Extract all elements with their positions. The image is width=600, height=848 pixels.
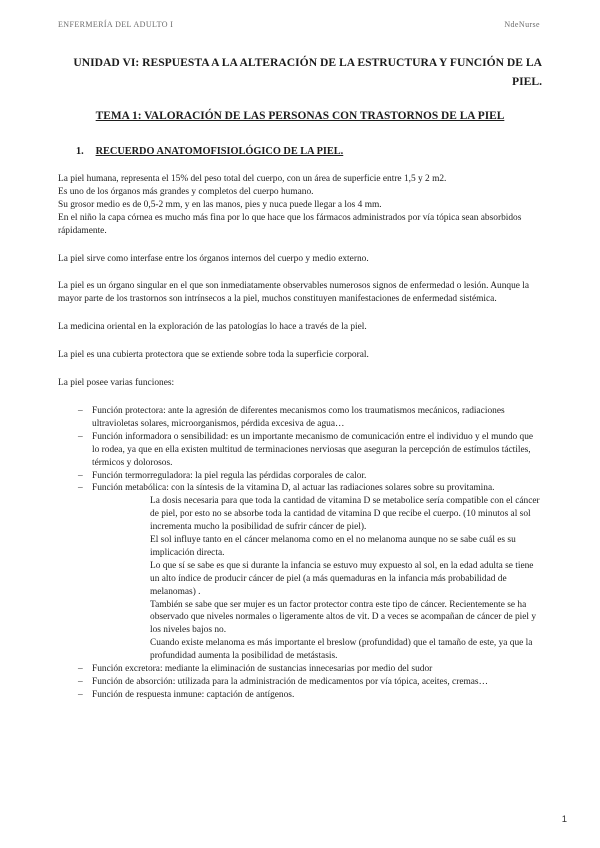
paragraph-interface: La piel sirve como interfase entre los órganos internos del cuerpo y medio externo.	[58, 253, 369, 264]
list-item	[58, 482, 542, 663]
vitamin-d-note: La dosis necesaria para que toda la cantidad de vitamina D se metabolice sería compatible con el cáncer de piel, por esto no se absorbe toda la cantidad de vitamina D que recibe el cuerpo. (10 minutos al sol incrementa mucho la posibilidad de sufrir cáncer de piel).	[150, 496, 540, 533]
dash-bullet: –	[78, 689, 83, 700]
dash-bullet: –	[78, 664, 83, 675]
skin-fact-line: Es uno de los órganos más grandes y completos del cuerpo humano.	[58, 186, 314, 197]
paragraph-oriental-medicine: La medicina oriental en la exploración de las patologías lo hace a través de la piel.	[58, 322, 367, 333]
function-text: Función termorreguladora: la piel regula las pérdidas corporales de calor.	[92, 470, 367, 481]
list-item	[58, 405, 542, 431]
dash-bullet: –	[78, 405, 83, 416]
function-text: Función de respuesta inmune: captación de antígenos.	[92, 689, 295, 700]
functions-intro: La piel posee varias funciones:	[58, 378, 175, 389]
running-header-course: ENFERMERÍA DEL ADULTO I	[58, 20, 174, 29]
list-item	[58, 663, 542, 676]
vitamin-d-note: También se sabe que ser mujer es un factor protector contra este tipo de cáncer. Recientemente se ha observado que niveles normales o ligeramente altos de vit. D a veces se acompañan de cáncer de piel y los niveles bajos no.	[150, 599, 537, 636]
skin-fact-line: La piel humana, representa el 15% del peso total del cuerpo, con un área de superficie entre 1,5 y 2 m2.	[58, 174, 447, 184]
function-text: Función protectora: ante la agresión de diferentes mecanismos como los traumatismos mecánicos, radiaciones ultravioletas solares, microorganismos, pérdida excesiva de agua…	[92, 405, 505, 429]
unit-title: UNIDAD VI: RESPUESTA A LA ALTERACIÓN DE LA ESTRUCTURA Y FUNCIÓN DE LA PIEL.	[73, 56, 542, 88]
paragraph-protective-cover: La piel es una cubierta protectora que se extiende sobre toda la superficie corporal.	[58, 350, 369, 361]
paragraph-organ: La piel es un órgano singular en el que son inmediatamente observables numerosos signos de enfermedad o lesión. Aunque la mayor parte de los trastornos son intrínsecos a la piel, muchos constituyen manifestaciones de enfermedad sistémica.	[58, 281, 530, 305]
function-text: Función informadora o sensibilidad: es un importante mecanismo de comunicación entre el individuo y el mundo que lo rodea, ya que en ella existen multitud de terminaciones nerviosas que aseguran la percepción de estímulos táctiles, térmicos y dolorosos.	[92, 431, 534, 468]
skin-fact-line: Su grosor medio es de 0,5-2 mm, y en las manos, pies y nuca puede llegar a los 4 mm.	[58, 199, 382, 210]
page-number: 1	[561, 814, 567, 825]
dash-bullet: –	[78, 470, 83, 481]
list-item	[58, 676, 542, 689]
vitamin-d-note: El sol influye tanto en el cáncer melanoma como en el no melanoma aunque no se sabe cuál es su implicación directa.	[150, 535, 516, 558]
dash-bullet: –	[78, 431, 83, 442]
paragraph-skin-facts	[58, 173, 542, 238]
vitamin-d-note: Lo que sí se sabe es que si durante la infancia se estuvo muy expuesto al sol, en la edad adulta se tiene un alto índice de producir cáncer de piel (a más quemaduras en la infancia más probabilidad de melanomas) .	[150, 560, 534, 597]
skin-fact-line: En el niño la capa córnea es mucho más fina por lo que hace que los fármacos administrados por vía tópica sean absorbidos rápidamente.	[58, 212, 522, 236]
dash-bullet: –	[78, 677, 83, 687]
function-text: Función de absorción: utilizada para la administración de medicamentos por vía tópica, aceites, cremas…	[92, 677, 488, 687]
vitamin-d-notes	[92, 495, 542, 663]
function-text: Función excretora: mediante la eliminación de sustancias innecesarias por medio del sudor	[92, 664, 433, 675]
section-number: 1.	[76, 146, 84, 157]
document-body	[58, 173, 542, 702]
list-item	[58, 431, 542, 470]
vitamin-d-note: Cuando existe melanoma es más importante el breslow (profundidad) que el tamaño de este, ya que la profundidad aumenta la posibilidad de metástasis.	[150, 638, 533, 662]
functions-list	[58, 405, 542, 702]
list-item	[58, 689, 542, 702]
running-header-author: NdeNurse	[504, 20, 540, 29]
function-text: Función metabólica: con la síntesis de la vitamina D, al actuar las radiaciones solares sobre su provitamina.	[92, 483, 495, 494]
section-title-text: RECUERDO ANATOMOFISIOLÓGICO DE LA PIEL.	[95, 146, 344, 157]
dash-bullet: –	[78, 483, 83, 494]
section-heading	[76, 146, 343, 157]
topic-title: TEMA 1: VALORACIÓN DE LAS PERSONAS CON TRASTORNOS DE LA PIEL	[95, 110, 505, 122]
list-item	[58, 470, 542, 483]
